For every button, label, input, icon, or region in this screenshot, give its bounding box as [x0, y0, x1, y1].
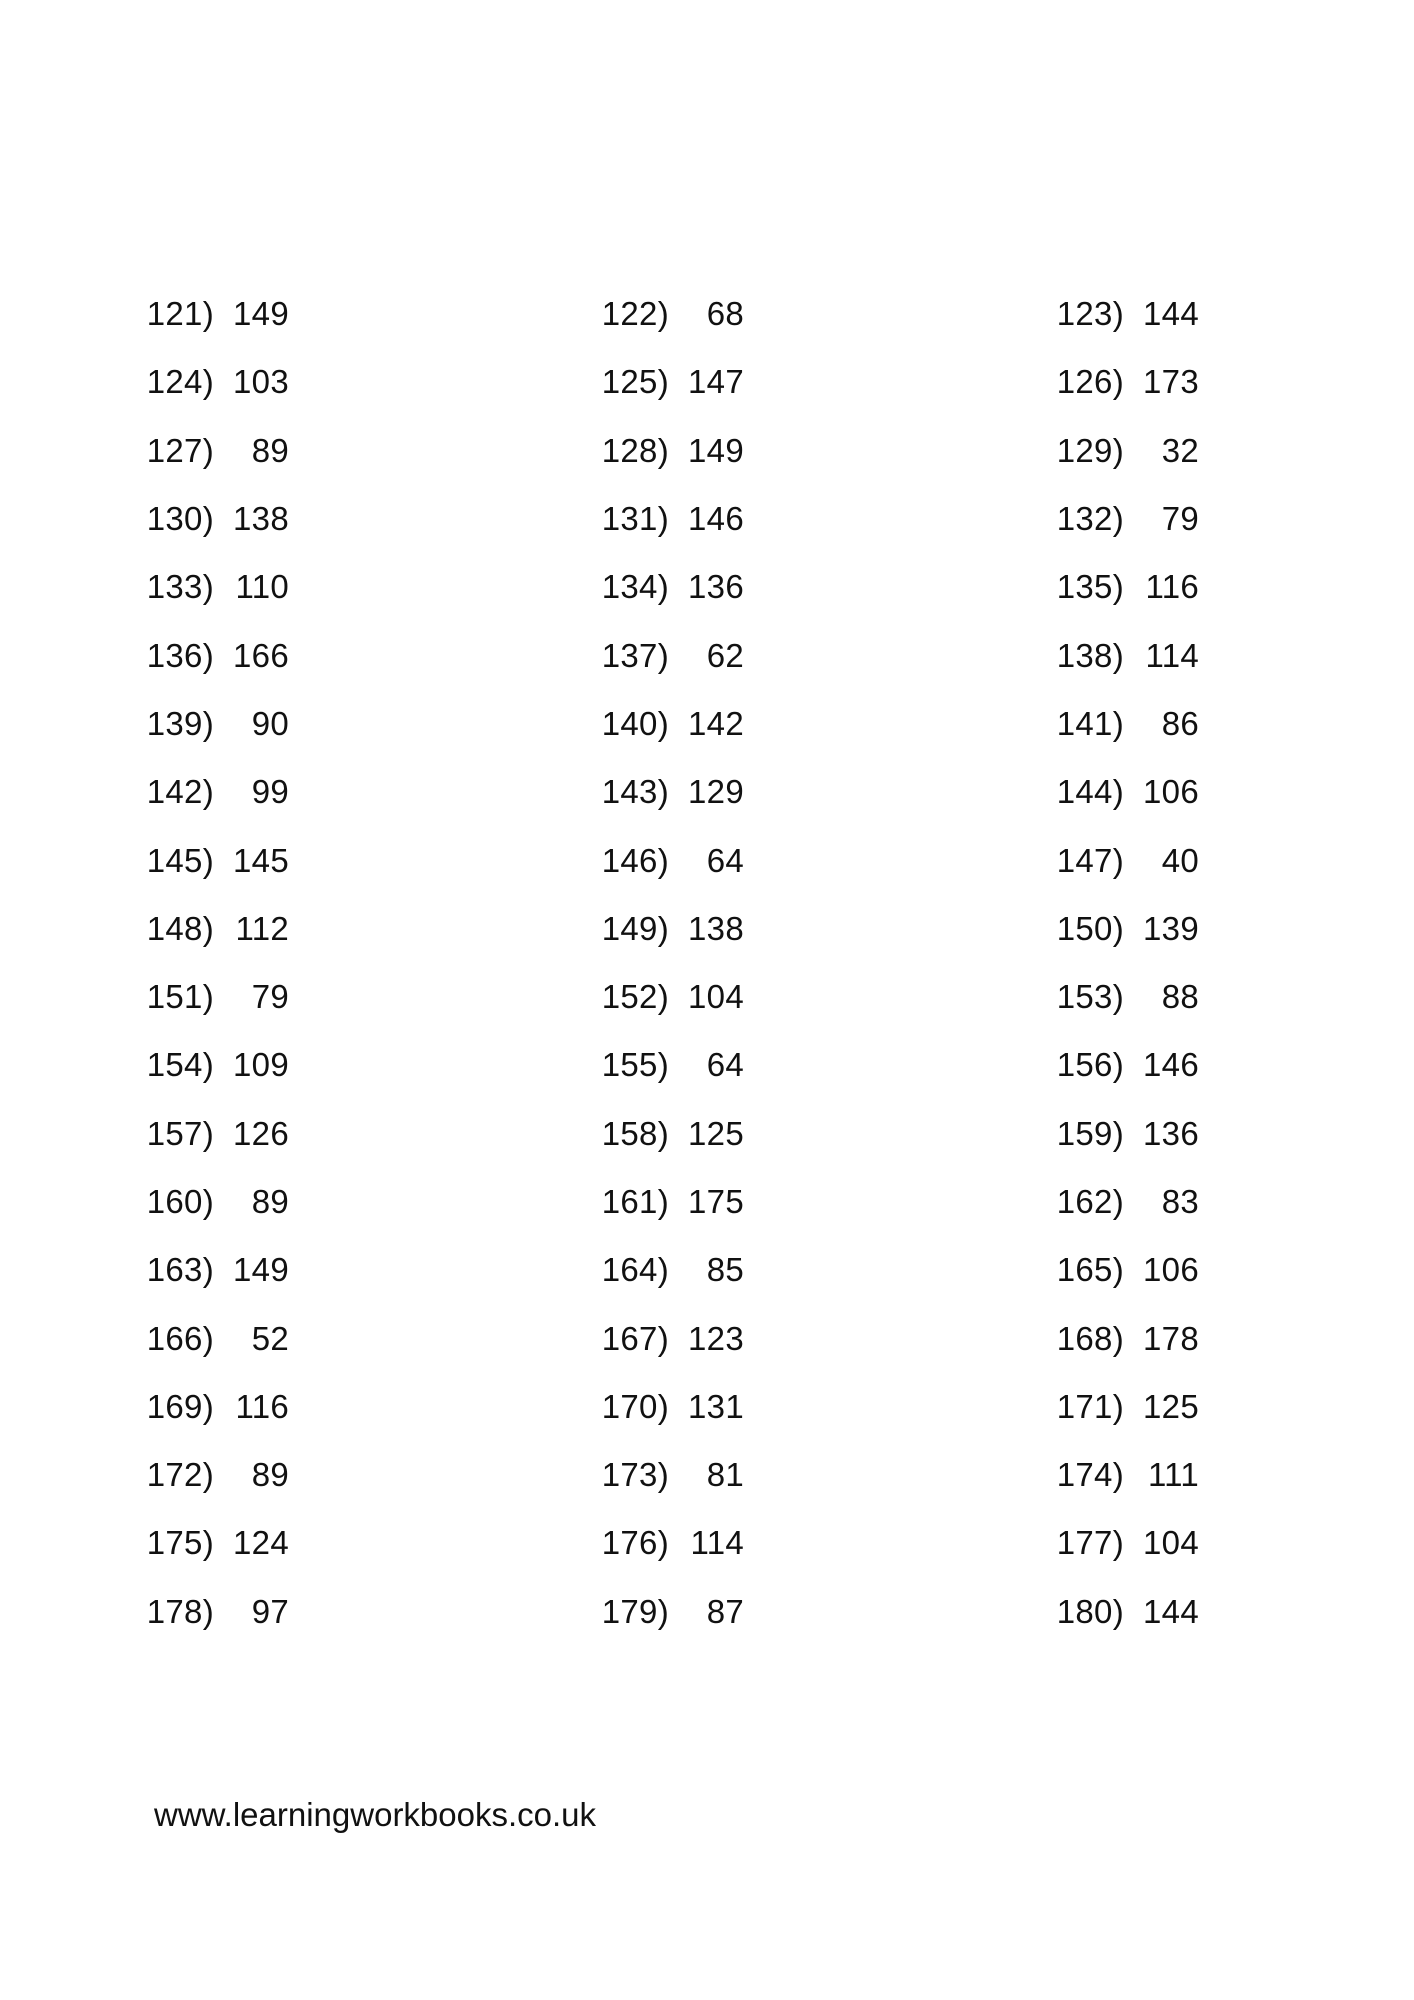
- answer-value: 136: [1143, 1114, 1199, 1152]
- question-number: 164): [601, 1251, 669, 1289]
- answer-item: [597, 826, 1052, 894]
- answer-value: 125: [688, 1114, 744, 1152]
- answer-value: 68: [706, 295, 744, 333]
- answer-value: 123: [688, 1319, 744, 1357]
- question-number: 178): [146, 1592, 214, 1630]
- answer-value: 124: [233, 1524, 289, 1562]
- question-number: 130): [146, 500, 214, 538]
- question-number: 170): [601, 1387, 669, 1425]
- question-number: 128): [601, 431, 669, 469]
- answer-item: [142, 1441, 597, 1509]
- answer-item: [597, 895, 1052, 963]
- answer-value: 116: [235, 1387, 289, 1425]
- question-number: 131): [601, 500, 669, 538]
- question-number: 162): [1056, 1183, 1124, 1220]
- answer-value: 114: [690, 1524, 744, 1562]
- answer-value: 104: [688, 978, 744, 1016]
- answer-value: 64: [706, 841, 744, 879]
- question-number: 171): [1056, 1387, 1124, 1425]
- question-number: 146): [601, 841, 669, 879]
- question-number: 127): [146, 431, 214, 469]
- answer-value: 99: [251, 773, 289, 811]
- answer-item: [1052, 553, 1414, 621]
- question-number: 137): [601, 636, 669, 674]
- question-number: 159): [1056, 1114, 1124, 1152]
- question-number: 169): [146, 1387, 214, 1425]
- answer-value: 136: [688, 568, 744, 606]
- answer-value: 86: [1161, 704, 1199, 742]
- answer-item: [597, 417, 1052, 485]
- answer-item: [1052, 758, 1414, 826]
- answer-item: [597, 963, 1052, 1031]
- question-number: 138): [1056, 636, 1124, 674]
- question-number: 176): [601, 1524, 669, 1562]
- question-number: 157): [146, 1114, 214, 1152]
- answer-item: [597, 1509, 1052, 1577]
- answer-item: [1052, 1236, 1414, 1304]
- answer-item: [1052, 485, 1414, 553]
- question-number: 155): [601, 1046, 669, 1084]
- question-number: 144): [1056, 773, 1124, 811]
- answer-item: [142, 1509, 597, 1577]
- question-number: 148): [146, 909, 214, 947]
- answer-value: 166: [233, 636, 289, 674]
- question-number: 139): [146, 704, 214, 742]
- answer-value: 81: [706, 1456, 744, 1494]
- answer-value: 125: [1143, 1387, 1199, 1425]
- question-number: 177): [1056, 1524, 1124, 1562]
- question-number: 140): [601, 704, 669, 742]
- answer-value: 114: [1145, 636, 1199, 674]
- answer-item: [1052, 417, 1414, 485]
- answer-item: [142, 280, 597, 348]
- question-number: 156): [1056, 1046, 1124, 1084]
- answer-item: [1052, 1304, 1414, 1372]
- answer-value: 106: [1143, 1251, 1199, 1289]
- question-number: 149): [601, 909, 669, 947]
- answer-item: [142, 1373, 597, 1441]
- question-number: 132): [1056, 500, 1124, 538]
- answer-value: 79: [1161, 500, 1199, 538]
- question-number: 134): [601, 568, 669, 606]
- answer-item: [597, 621, 1052, 689]
- answer-value: 173: [1143, 363, 1199, 401]
- answer-value: 131: [688, 1387, 744, 1425]
- question-number: 129): [1056, 431, 1124, 469]
- answer-value: 85: [706, 1251, 744, 1289]
- answer-value: 109: [233, 1046, 289, 1084]
- answer-item: [597, 1373, 1052, 1441]
- answer-item: [142, 621, 597, 689]
- answer-value: 64: [706, 1046, 744, 1084]
- answer-item: [142, 1100, 597, 1168]
- question-number: 180): [1056, 1592, 1124, 1630]
- question-number: 121): [146, 295, 214, 333]
- question-number: 135): [1056, 568, 1124, 606]
- answer-item: [1052, 1031, 1414, 1099]
- answer-item: [1052, 1509, 1414, 1577]
- question-number: 150): [1056, 909, 1124, 947]
- answer-value: 62: [706, 636, 744, 674]
- answer-value: 178: [1143, 1319, 1199, 1357]
- question-number: 163): [146, 1251, 214, 1289]
- answer-item: [1052, 1441, 1414, 1509]
- answer-value: 142: [688, 704, 744, 742]
- answer-value: 145: [233, 841, 289, 879]
- question-number: 142): [146, 773, 214, 811]
- answer-value: 87: [706, 1592, 744, 1630]
- answer-value: 104: [1143, 1524, 1199, 1562]
- answer-item: [597, 280, 1052, 348]
- question-number: 124): [146, 363, 214, 401]
- question-number: 166): [146, 1319, 214, 1357]
- answer-item: [142, 826, 597, 894]
- answer-item: [597, 1441, 1052, 1509]
- answer-value: 147: [688, 363, 744, 401]
- answer-item: [597, 690, 1052, 758]
- answer-item: [142, 895, 597, 963]
- question-number: 151): [146, 978, 214, 1016]
- answer-value: 40: [1161, 841, 1199, 879]
- answer-grid: [0, 280, 1414, 1646]
- answer-item: [597, 758, 1052, 826]
- answer-item: [597, 1578, 1052, 1646]
- question-number: 153): [1056, 978, 1124, 1016]
- answer-item: [1052, 621, 1414, 689]
- answer-value: 175: [688, 1183, 744, 1220]
- question-number: 158): [601, 1114, 669, 1152]
- answer-value: 138: [233, 500, 289, 538]
- question-number: 145): [146, 841, 214, 879]
- question-number: 152): [601, 978, 669, 1016]
- answer-item: [597, 1236, 1052, 1304]
- answer-value: 89: [251, 431, 289, 469]
- answer-item: [142, 485, 597, 553]
- answer-item: [597, 1304, 1052, 1372]
- answer-value: 97: [251, 1592, 289, 1630]
- answer-item: [597, 348, 1052, 416]
- answer-value: 83: [1161, 1183, 1199, 1220]
- answer-value: 146: [1143, 1046, 1199, 1084]
- answer-value: 116: [1145, 568, 1199, 606]
- question-number: 126): [1056, 363, 1124, 401]
- answer-item: [1052, 1373, 1414, 1441]
- answer-value: 149: [233, 1251, 289, 1289]
- answer-item: [597, 1168, 1052, 1236]
- answer-item: [142, 758, 597, 826]
- answer-item: [1052, 348, 1414, 416]
- question-number: 122): [601, 295, 669, 333]
- footer-url: www.learningworkbooks.co.uk: [154, 1796, 597, 1833]
- answer-item: [142, 1168, 597, 1236]
- question-number: 179): [601, 1592, 669, 1630]
- question-number: 175): [146, 1524, 214, 1562]
- answer-item: [597, 485, 1052, 553]
- question-number: 160): [146, 1183, 214, 1220]
- answer-value: 144: [1143, 295, 1199, 333]
- answer-item: [142, 1236, 597, 1304]
- answer-item: [142, 553, 597, 621]
- answer-value: 110: [235, 568, 289, 606]
- question-number: 168): [1056, 1319, 1124, 1357]
- answer-value: 146: [688, 500, 744, 538]
- answer-item: [1052, 1578, 1414, 1646]
- answer-item: [597, 1100, 1052, 1168]
- answer-item: [1052, 1100, 1414, 1168]
- answer-item: [1052, 1168, 1414, 1236]
- answer-value: 88: [1161, 978, 1199, 1016]
- answer-item: [142, 963, 597, 1031]
- question-number: 173): [601, 1456, 669, 1494]
- answer-item: [142, 690, 597, 758]
- answer-value: 112: [235, 909, 289, 947]
- question-number: 123): [1056, 295, 1124, 333]
- question-number: 133): [146, 568, 214, 606]
- answer-item: [1052, 895, 1414, 963]
- question-number: 172): [146, 1456, 214, 1494]
- answer-value: 89: [251, 1456, 289, 1494]
- answer-item: [1052, 690, 1414, 758]
- question-number: 167): [601, 1319, 669, 1357]
- question-number: 143): [601, 773, 669, 811]
- answer-value: 89: [251, 1183, 289, 1220]
- answer-value: 103: [233, 363, 289, 401]
- answer-item: [1052, 280, 1414, 348]
- answer-item: [142, 417, 597, 485]
- question-number: 174): [1056, 1456, 1124, 1494]
- question-number: 147): [1056, 841, 1124, 879]
- answer-item: [142, 1304, 597, 1372]
- answer-value: 90: [251, 704, 289, 742]
- answer-value: 139: [1143, 909, 1199, 947]
- answer-item: [142, 1578, 597, 1646]
- question-number: 141): [1056, 704, 1124, 742]
- answer-value: 129: [688, 773, 744, 811]
- question-number: 165): [1056, 1251, 1124, 1289]
- question-number: 136): [146, 636, 214, 674]
- answer-item: [142, 1031, 597, 1099]
- answer-value: 138: [688, 909, 744, 947]
- answer-value: 149: [688, 431, 744, 469]
- answer-value: 106: [1143, 773, 1199, 811]
- answer-value: 79: [251, 978, 289, 1016]
- question-number: 154): [146, 1046, 214, 1084]
- question-number: 161): [601, 1183, 669, 1220]
- answer-value: 149: [233, 295, 289, 333]
- answer-value: 32: [1161, 431, 1199, 469]
- answer-item: [597, 1031, 1052, 1099]
- answer-item: [597, 553, 1052, 621]
- question-number: 125): [601, 363, 669, 401]
- answer-item: [142, 348, 597, 416]
- answer-value: 126: [233, 1114, 289, 1152]
- answer-item: [1052, 826, 1414, 894]
- answer-item: [1052, 963, 1414, 1031]
- answer-value: 144: [1143, 1592, 1199, 1630]
- answer-value: 111: [1147, 1456, 1199, 1494]
- answer-value: 52: [251, 1319, 289, 1357]
